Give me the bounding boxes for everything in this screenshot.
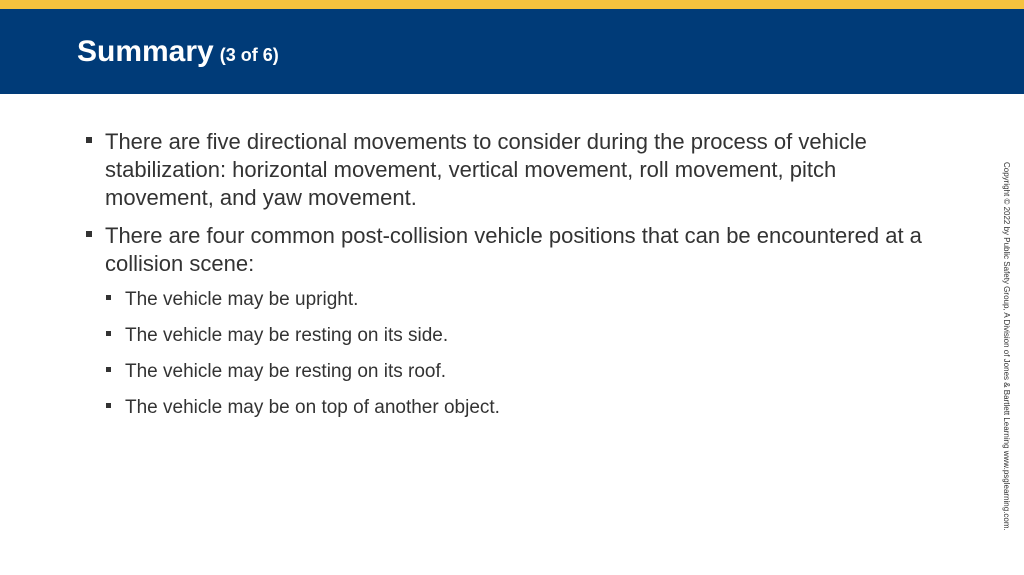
sub-bullet-item bbox=[106, 324, 946, 348]
sub-bullet-text: The vehicle may be upright. bbox=[125, 289, 359, 310]
square-bullet-icon bbox=[106, 295, 111, 300]
square-bullet-icon bbox=[86, 137, 92, 143]
sub-bullet-text: The vehicle may be resting on its side. bbox=[125, 325, 449, 346]
sub-bullet-item bbox=[106, 396, 946, 420]
sub-bullet-item bbox=[106, 288, 946, 312]
square-bullet-icon bbox=[106, 403, 111, 408]
bullet-text: There are five directional movements to consider during the process of vehicle stabilization: horizontal movement, vertical movement, roll movement, pitch movement, and yaw movement. bbox=[105, 129, 867, 210]
copyright-notice: Copyright © 2022 by Public Safety Group, A Division of Jones & Bartlett Learning www.psglearning.com. bbox=[1002, 162, 1011, 531]
bullet-text: There are four common post-collision vehicle positions that can be encountered at a collision scene: bbox=[105, 223, 922, 276]
slide-title-text: Summary bbox=[77, 35, 214, 68]
top-accent-stripe bbox=[0, 0, 1024, 9]
sub-bullet-text: The vehicle may be resting on its roof. bbox=[125, 361, 447, 382]
square-bullet-icon bbox=[86, 231, 92, 237]
bullet-item-directional-movements bbox=[86, 128, 946, 212]
sub-bullet-list bbox=[86, 288, 946, 420]
bullet-item-vehicle-positions bbox=[86, 222, 946, 278]
square-bullet-icon bbox=[106, 331, 111, 336]
slide-title bbox=[77, 34, 279, 73]
square-bullet-icon bbox=[106, 367, 111, 372]
sub-bullet-text: The vehicle may be on top of another object. bbox=[125, 397, 500, 418]
sub-bullet-item bbox=[106, 360, 946, 384]
slide-subtitle: (3 of 6) bbox=[219, 45, 279, 65]
bullet-list bbox=[86, 128, 946, 432]
